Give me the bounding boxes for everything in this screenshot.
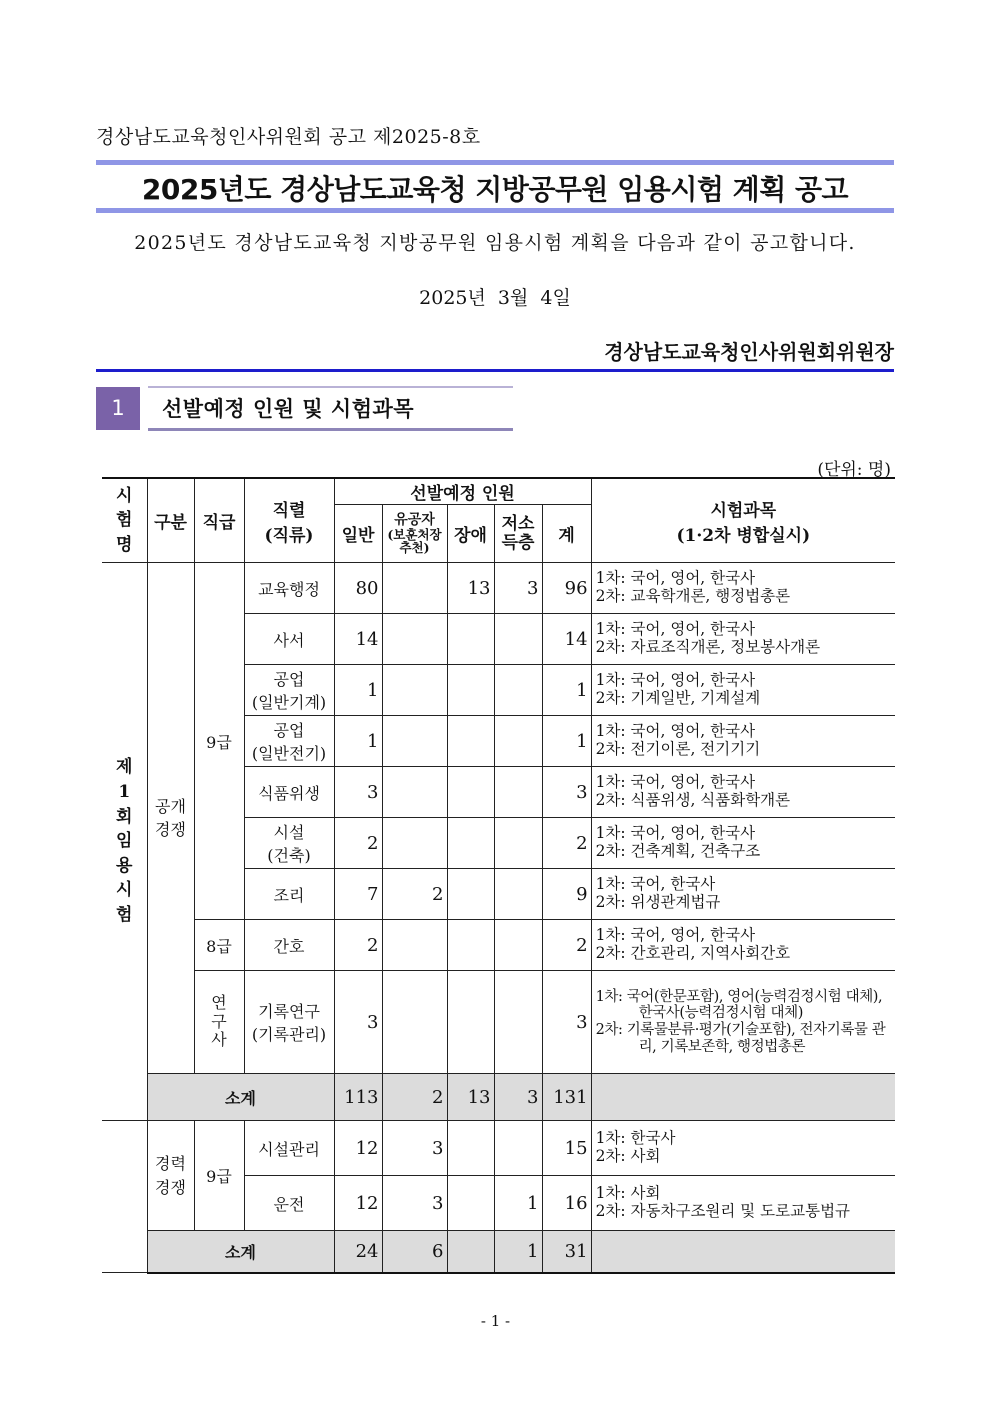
series-cell: 간호 bbox=[244, 920, 334, 971]
table-row bbox=[102, 971, 895, 1074]
series-sub: (일반전기) bbox=[251, 744, 327, 763]
notice-date: 2025년 3월 4일 bbox=[419, 287, 571, 309]
general-cell: 2 bbox=[334, 818, 382, 869]
subject-second: 2차: 사회 bbox=[595, 1147, 661, 1165]
series-sub: (기록관리) bbox=[251, 1025, 327, 1044]
disabled-cell bbox=[447, 1176, 494, 1231]
low-income-cell bbox=[494, 818, 542, 869]
disabled-cell bbox=[447, 665, 494, 716]
merit-cell: 3 bbox=[382, 1176, 447, 1231]
header-planned: 선발예정 인원 bbox=[334, 478, 591, 505]
general-cell: 7 bbox=[334, 869, 382, 920]
series-name: 기록연구 bbox=[258, 1002, 320, 1021]
header-merit-sub: (보훈처장 추천) bbox=[387, 526, 442, 555]
subtotal-merit: 2 bbox=[382, 1074, 447, 1121]
subjects-cell bbox=[591, 1176, 895, 1231]
total-cell: 9 bbox=[542, 869, 591, 920]
series-cell bbox=[244, 818, 334, 869]
subtotal-merit: 6 bbox=[382, 1231, 447, 1273]
section-number-badge: 1 bbox=[96, 387, 140, 430]
series-cell bbox=[244, 716, 334, 767]
subject-second: 2차: 기록물분류·평가(기술포함), 전자기록물 관리, 기록보존학, 행정법총론 bbox=[595, 1022, 886, 1055]
grade-researcher-cell: 연 구 사 bbox=[194, 971, 244, 1074]
general-cell: 14 bbox=[334, 614, 382, 665]
career-division-cell: 경력 경쟁 bbox=[147, 1121, 194, 1231]
general-cell: 1 bbox=[334, 716, 382, 767]
series-cell: 사서 bbox=[244, 614, 334, 665]
subjects-cell bbox=[591, 614, 895, 665]
page-number: - 1 - bbox=[480, 1312, 511, 1330]
title-rule-top bbox=[96, 160, 894, 165]
subtotal-low-income: 3 bbox=[494, 1074, 542, 1121]
low-income-cell bbox=[494, 665, 542, 716]
subjects-cell bbox=[591, 920, 895, 971]
header-total: 계 bbox=[542, 505, 591, 563]
subtotal-total: 131 bbox=[542, 1074, 591, 1121]
disabled-cell bbox=[447, 767, 494, 818]
disabled-cell: 13 bbox=[447, 563, 494, 614]
total-cell: 2 bbox=[542, 920, 591, 971]
subtotal-total: 31 bbox=[542, 1231, 591, 1273]
merit-cell bbox=[382, 563, 447, 614]
total-cell: 15 bbox=[542, 1121, 591, 1176]
header-series-sub: (직류) bbox=[264, 525, 314, 546]
header-merit bbox=[382, 505, 447, 563]
merit-cell: 3 bbox=[382, 1121, 447, 1176]
grade-9-career-cell: 9급 bbox=[194, 1121, 244, 1231]
subject-first: 1차: 국어, 영어, 한국사 bbox=[595, 620, 756, 639]
subject-first: 1차: 국어, 영어, 한국사 bbox=[595, 824, 756, 843]
subject-first: 1차: 국어, 영어, 한국사 bbox=[595, 722, 756, 741]
open-division-cell: 공개 경쟁 bbox=[147, 563, 194, 1074]
subject-second: 2차: 식품위생, 식품화학개론 bbox=[595, 791, 791, 809]
subjects-cell bbox=[591, 1121, 895, 1176]
header-grade: 직급 bbox=[194, 478, 244, 563]
subject-second: 2차: 전기이론, 전기기기 bbox=[595, 740, 761, 758]
subtotal-subjects-empty bbox=[591, 1231, 895, 1273]
low-income-cell bbox=[494, 869, 542, 920]
subjects-cell bbox=[591, 767, 895, 818]
total-cell: 96 bbox=[542, 563, 591, 614]
subject-first: 1차: 국어, 영어, 한국사 bbox=[595, 926, 756, 945]
series-name: 시설 bbox=[273, 823, 305, 842]
subject-first: 1차: 국어, 영어, 한국사 bbox=[595, 773, 756, 792]
subtotal-disabled bbox=[447, 1231, 494, 1273]
subtotal-general: 113 bbox=[334, 1074, 382, 1121]
low-income-cell: 1 bbox=[494, 1176, 542, 1231]
subject-first: 1차: 국어(한문포함), 영어(능력검정시험 대체), 한국사(능력검정시험 대체) bbox=[595, 988, 883, 1022]
general-cell: 2 bbox=[334, 920, 382, 971]
series-cell: 운전 bbox=[244, 1176, 334, 1231]
low-income-cell bbox=[494, 614, 542, 665]
subtotal-low-income: 1 bbox=[494, 1231, 542, 1273]
series-cell: 시설관리 bbox=[244, 1121, 334, 1176]
exam-name-cell-cont bbox=[102, 1121, 147, 1273]
subject-second: 2차: 자료조직개론, 정보봉사개론 bbox=[595, 638, 821, 656]
series-cell bbox=[244, 665, 334, 716]
subject-second: 2차: 위생관계법규 bbox=[595, 893, 721, 911]
total-cell: 16 bbox=[542, 1176, 591, 1231]
series-sub: (건축) bbox=[267, 846, 311, 865]
subjects-cell bbox=[591, 818, 895, 869]
table-row bbox=[102, 920, 895, 971]
merit-cell bbox=[382, 716, 447, 767]
disabled-cell bbox=[447, 869, 494, 920]
recruitment-table bbox=[102, 477, 895, 1274]
series-cell bbox=[244, 971, 334, 1074]
total-cell: 14 bbox=[542, 614, 591, 665]
disabled-cell bbox=[447, 920, 494, 971]
subject-second: 2차: 간호관리, 지역사회간호 bbox=[595, 944, 791, 962]
section-title: 선발예정 인원 및 시험과목 bbox=[162, 397, 415, 421]
general-cell: 3 bbox=[334, 767, 382, 818]
header-disabled: 장애 bbox=[447, 505, 494, 563]
header-series-label: 직렬 bbox=[272, 500, 306, 521]
subject-first: 1차: 국어, 영어, 한국사 bbox=[595, 569, 756, 588]
header-general: 일반 bbox=[334, 505, 382, 563]
low-income-cell bbox=[494, 767, 542, 818]
low-income-cell bbox=[494, 1121, 542, 1176]
header-subjects-label: 시험과목 bbox=[710, 500, 777, 521]
low-income-cell bbox=[494, 716, 542, 767]
disabled-cell bbox=[447, 818, 494, 869]
header-series bbox=[244, 478, 334, 563]
series-cell: 조리 bbox=[244, 869, 334, 920]
title-rule-bottom bbox=[96, 208, 894, 213]
merit-cell bbox=[382, 818, 447, 869]
page-title: 2025년도 경상남도교육청 지방공무원 임용시험 계획 공고 bbox=[141, 173, 849, 206]
unit-label: (단위: 명) bbox=[817, 460, 891, 480]
subjects-cell bbox=[591, 665, 895, 716]
general-cell: 3 bbox=[334, 971, 382, 1074]
header-low-income: 저소 득층 bbox=[494, 505, 542, 563]
merit-cell bbox=[382, 665, 447, 716]
total-cell: 3 bbox=[542, 767, 591, 818]
header-merit-label: 유공자 bbox=[394, 512, 435, 529]
header-exam-name: 시 험 명 bbox=[102, 478, 147, 563]
exam-name-cell: 제 1 회 임 용 시 험 bbox=[102, 563, 147, 1121]
merit-cell: 2 bbox=[382, 869, 447, 920]
general-cell: 1 bbox=[334, 665, 382, 716]
subjects-cell bbox=[591, 971, 895, 1074]
subjects-cell bbox=[591, 869, 895, 920]
header-division: 구분 bbox=[147, 478, 194, 563]
series-name: 공업 bbox=[273, 721, 305, 740]
total-cell: 1 bbox=[542, 665, 591, 716]
table-row bbox=[102, 1121, 895, 1176]
general-cell: 12 bbox=[334, 1121, 382, 1176]
general-cell: 12 bbox=[334, 1176, 382, 1231]
total-cell: 2 bbox=[542, 818, 591, 869]
merit-cell bbox=[382, 614, 447, 665]
series-name: 공업 bbox=[273, 670, 305, 689]
subject-first: 1차: 사회 bbox=[595, 1184, 661, 1203]
subject-second: 2차: 건축계획, 건축구조 bbox=[595, 842, 761, 860]
subtotal-general: 24 bbox=[334, 1231, 382, 1273]
low-income-cell bbox=[494, 971, 542, 1074]
subject-second: 2차: 기계일반, 기계설계 bbox=[595, 689, 761, 707]
merit-cell bbox=[382, 971, 447, 1074]
subject-first: 1차: 한국사 bbox=[595, 1129, 676, 1148]
subtotal-row-career bbox=[102, 1231, 895, 1273]
disabled-cell bbox=[447, 716, 494, 767]
disabled-cell bbox=[447, 971, 494, 1074]
grade-9-cell: 9급 bbox=[194, 563, 244, 920]
merit-cell bbox=[382, 767, 447, 818]
general-cell: 80 bbox=[334, 563, 382, 614]
header-subjects-sub: (1·2차 병합실시) bbox=[676, 525, 811, 546]
subject-second: 2차: 교육학개론, 행정법총론 bbox=[595, 587, 791, 605]
series-cell: 식품위생 bbox=[244, 767, 334, 818]
subtotal-label: 소계 bbox=[147, 1074, 334, 1121]
section-rule-top bbox=[148, 386, 513, 388]
disabled-cell bbox=[447, 614, 494, 665]
total-cell: 1 bbox=[542, 716, 591, 767]
series-sub: (일반기계) bbox=[251, 693, 327, 712]
intro-text: 2025년도 경상남도교육청 지방공무원 임용시험 계획을 다음과 같이 공고합니다. bbox=[134, 232, 856, 254]
series-cell: 교육행정 bbox=[244, 563, 334, 614]
subject-second: 2차: 자동차구조원리 및 도로교통법규 bbox=[595, 1202, 851, 1220]
table-row bbox=[102, 563, 895, 614]
subtotal-label: 소계 bbox=[147, 1231, 334, 1273]
subject-first: 1차: 국어, 영어, 한국사 bbox=[595, 671, 756, 690]
merit-cell bbox=[382, 920, 447, 971]
subtotal-disabled: 13 bbox=[447, 1074, 494, 1121]
issuer-rule bbox=[96, 369, 894, 372]
grade-8-cell: 8급 bbox=[194, 920, 244, 971]
disabled-cell bbox=[447, 1121, 494, 1176]
notice-number: 경상남도교육청인사위원회 공고 제2025-8호 bbox=[96, 126, 481, 148]
issuer: 경상남도교육청인사위원회위원장 bbox=[604, 340, 894, 364]
subjects-cell bbox=[591, 563, 895, 614]
subtotal-subjects-empty bbox=[591, 1074, 895, 1121]
subjects-cell bbox=[591, 716, 895, 767]
total-cell: 3 bbox=[542, 971, 591, 1074]
header-subjects bbox=[591, 478, 895, 563]
subject-first: 1차: 국어, 한국사 bbox=[595, 875, 716, 894]
low-income-cell bbox=[494, 920, 542, 971]
subtotal-row-open bbox=[102, 1074, 895, 1121]
low-income-cell: 3 bbox=[494, 563, 542, 614]
section-rule bbox=[148, 428, 513, 431]
